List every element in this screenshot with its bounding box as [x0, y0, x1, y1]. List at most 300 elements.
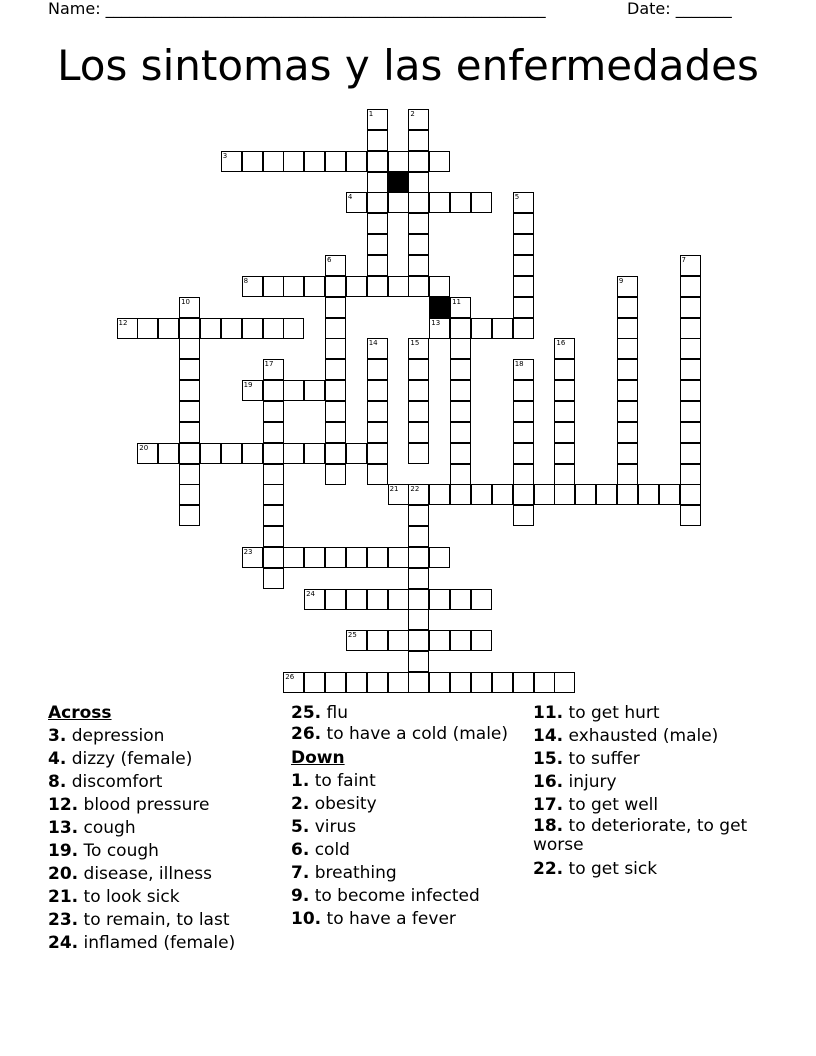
grid-cell[interactable]: [554, 380, 575, 401]
clue-text: depression: [66, 726, 165, 746]
clue-item: [48, 725, 283, 748]
grid-cell[interactable]: [304, 151, 325, 172]
grid-cell[interactable]: [263, 443, 284, 464]
grid-cell[interactable]: [408, 422, 429, 443]
grid-cell[interactable]: [617, 401, 638, 422]
grid-cell[interactable]: [304, 380, 325, 401]
clue-number: 9.: [291, 886, 310, 906]
grid-cell[interactable]: [429, 589, 450, 610]
grid-cell[interactable]: [408, 151, 429, 172]
grid-cell[interactable]: [408, 130, 429, 151]
date-field[interactable]: Date: _______: [627, 0, 732, 18]
grid-cell[interactable]: [179, 443, 200, 464]
grid-cell[interactable]: [408, 505, 429, 526]
grid-cell[interactable]: [429, 630, 450, 651]
grid-cell[interactable]: [471, 192, 492, 213]
cell-number: 26: [285, 673, 295, 681]
grid-cell[interactable]: [450, 401, 471, 422]
clue-number: 24.: [48, 933, 79, 953]
grid-cell[interactable]: [263, 422, 284, 443]
grid-cell[interactable]: [179, 484, 200, 505]
grid-cell[interactable]: [346, 443, 367, 464]
grid-cell[interactable]: [408, 401, 429, 422]
grid-cell[interactable]: [242, 443, 263, 464]
grid-cell[interactable]: [680, 255, 701, 276]
clue-number: 14.: [533, 726, 564, 746]
grid-cell[interactable]: [554, 443, 575, 464]
grid-cell[interactable]: [680, 505, 701, 526]
grid-cell[interactable]: [617, 297, 638, 318]
grid-cell[interactable]: [408, 380, 429, 401]
clue-text: to get sick: [563, 859, 658, 879]
clue-text: to look sick: [78, 887, 180, 907]
grid-cell[interactable]: [450, 338, 471, 359]
grid-cell[interactable]: [408, 630, 429, 651]
grid-cell[interactable]: [283, 380, 304, 401]
grid-cell[interactable]: [346, 547, 367, 568]
grid-cell[interactable]: [346, 630, 367, 651]
name-field[interactable]: Name: _______________________________________________________: [48, 0, 546, 18]
cell-number: 8: [243, 276, 249, 285]
clue-number: 3.: [48, 726, 67, 746]
clue-item: [48, 771, 283, 794]
grid-cell[interactable]: [429, 547, 450, 568]
clue-number: 21.: [48, 887, 79, 907]
clues-column-1: [48, 702, 283, 955]
grid-cell[interactable]: [367, 172, 388, 193]
grid-cell[interactable]: [263, 380, 284, 401]
grid-cell[interactable]: [513, 422, 534, 443]
grid-cell[interactable]: [680, 422, 701, 443]
grid-cell[interactable]: [513, 443, 534, 464]
grid-cell[interactable]: [283, 443, 304, 464]
grid-cell[interactable]: [554, 338, 575, 359]
grid-cell[interactable]: [429, 276, 450, 297]
grid-cell[interactable]: [367, 359, 388, 380]
grid-cell[interactable]: [388, 151, 409, 172]
grid-cell[interactable]: [137, 318, 158, 339]
grid-cell[interactable]: [408, 651, 429, 672]
grid-cell[interactable]: [179, 359, 200, 380]
grid-cell[interactable]: [263, 401, 284, 422]
cell-number: 19: [243, 381, 253, 390]
grid-cell[interactable]: [283, 547, 304, 568]
grid-cell[interactable]: [617, 338, 638, 359]
grid-cell[interactable]: [680, 401, 701, 422]
grid-cell[interactable]: [408, 609, 429, 630]
clue-number: 1.: [291, 771, 310, 791]
cell-number: 3: [222, 151, 228, 160]
grid-cell[interactable]: [408, 589, 429, 610]
grid-cell[interactable]: [450, 443, 471, 464]
grid-cell[interactable]: [221, 318, 242, 339]
grid-cell[interactable]: [221, 443, 242, 464]
grid-cell[interactable]: [263, 505, 284, 526]
clue-number: 8.: [48, 772, 67, 792]
grid-cell[interactable]: [179, 297, 200, 318]
grid-cell[interactable]: [367, 338, 388, 359]
grid-cell[interactable]: [450, 484, 471, 505]
grid-cell[interactable]: [408, 484, 429, 505]
grid-cell[interactable]: [263, 151, 284, 172]
grid-cell[interactable]: [304, 443, 325, 464]
grid-cell[interactable]: [680, 484, 701, 505]
grid-cell[interactable]: [367, 464, 388, 485]
grid-cell[interactable]: [617, 359, 638, 380]
grid-cell[interactable]: [221, 151, 242, 172]
grid-cell[interactable]: [158, 318, 179, 339]
grid-cell[interactable]: [179, 380, 200, 401]
grid-cell[interactable]: [263, 464, 284, 485]
grid-cell[interactable]: [263, 547, 284, 568]
clue-item: [533, 858, 773, 881]
grid-cell[interactable]: [367, 213, 388, 234]
grid-cell[interactable]: [408, 276, 429, 297]
grid-cell[interactable]: [513, 484, 534, 505]
grid-cell[interactable]: [325, 589, 346, 610]
grid-cell[interactable]: [325, 443, 346, 464]
grid-cell[interactable]: [659, 484, 680, 505]
grid-cell[interactable]: [450, 672, 471, 693]
cell-number: 1: [368, 110, 374, 118]
grid-cell[interactable]: [242, 276, 263, 297]
grid-cell[interactable]: [513, 297, 534, 318]
grid-cell[interactable]: [471, 589, 492, 610]
clue-text: exhausted (male): [563, 726, 719, 746]
grid-cell[interactable]: [367, 234, 388, 255]
grid-cell[interactable]: [513, 318, 534, 339]
grid-cell[interactable]: [575, 484, 596, 505]
grid-cell[interactable]: [513, 276, 534, 297]
clue-item: [291, 770, 526, 793]
clue-item: [48, 863, 283, 886]
cell-number: 6: [327, 256, 332, 264]
grid-cell[interactable]: [680, 338, 701, 359]
grid-cell[interactable]: [388, 276, 409, 297]
grid-cell[interactable]: [304, 547, 325, 568]
grid-cell[interactable]: [263, 359, 284, 380]
clue-text: disease, illness: [78, 864, 213, 884]
grid-cell[interactable]: [283, 276, 304, 297]
grid-cell[interactable]: [408, 213, 429, 234]
grid-cell[interactable]: [534, 672, 555, 693]
grid-cell[interactable]: [367, 422, 388, 443]
grid-cell[interactable]: [388, 589, 409, 610]
grid-cell[interactable]: [179, 464, 200, 485]
clue-text: to become infected: [309, 886, 480, 906]
grid-cell[interactable]: [263, 276, 284, 297]
grid-cell[interactable]: [179, 338, 200, 359]
grid-cell[interactable]: [471, 630, 492, 651]
clue-item: [48, 886, 283, 909]
grid-cell[interactable]: [408, 547, 429, 568]
grid-cell[interactable]: [408, 338, 429, 359]
grid-cell[interactable]: [408, 672, 429, 693]
grid-cell[interactable]: [408, 568, 429, 589]
clue-number: 10.: [291, 909, 322, 929]
clues-column-3: [533, 702, 773, 881]
grid-cell[interactable]: [680, 359, 701, 380]
grid-cell[interactable]: [492, 484, 513, 505]
grid-cell[interactable]: [471, 484, 492, 505]
grid-cell[interactable]: [367, 547, 388, 568]
grid-cell[interactable]: [367, 630, 388, 651]
grid-cell[interactable]: [450, 630, 471, 651]
clue-item: [533, 794, 773, 817]
grid-cell[interactable]: [638, 484, 659, 505]
grid-cell[interactable]: [263, 484, 284, 505]
clue-item: [48, 748, 283, 771]
grid-cell[interactable]: [304, 276, 325, 297]
grid-cell[interactable]: [346, 672, 367, 693]
clue-text: virus: [309, 817, 357, 837]
grid-cell[interactable]: [367, 130, 388, 151]
cell-number: 24: [306, 589, 316, 598]
clue-number: 6.: [291, 840, 310, 860]
cell-number: 7: [681, 256, 686, 264]
grid-cell[interactable]: [408, 109, 429, 130]
clue-number: 5.: [291, 817, 310, 837]
grid-cell[interactable]: [408, 192, 429, 213]
grid-cell[interactable]: [325, 255, 346, 276]
grid-cell[interactable]: [617, 276, 638, 297]
grid-cell[interactable]: [200, 318, 221, 339]
grid-cell[interactable]: [554, 401, 575, 422]
clue-item: [533, 725, 773, 748]
grid-cell[interactable]: [450, 359, 471, 380]
grid-cell[interactable]: [596, 484, 617, 505]
clue-text: injury: [563, 772, 617, 792]
clue-number: 20.: [48, 864, 79, 884]
clue-number: 2.: [291, 794, 310, 814]
grid-cell[interactable]: [429, 192, 450, 213]
grid-cell[interactable]: [388, 192, 409, 213]
grid-cell[interactable]: [554, 464, 575, 485]
grid-cell[interactable]: [680, 318, 701, 339]
clue-text: to get well: [563, 795, 659, 815]
clue-text: to have a cold (male): [321, 724, 509, 744]
grid-cell[interactable]: [367, 672, 388, 693]
clue-item: [291, 862, 526, 885]
cell-number: 12: [118, 318, 128, 327]
grid-cell[interactable]: [554, 484, 575, 505]
grid-cell[interactable]: [617, 443, 638, 464]
clue-text: to have a fever: [321, 909, 456, 929]
grid-cell[interactable]: [137, 443, 158, 464]
across-heading: Across: [48, 703, 112, 723]
clue-text: blood pressure: [78, 795, 210, 815]
grid-cell[interactable]: [325, 297, 346, 318]
grid-cell[interactable]: [117, 318, 138, 339]
grid-cell[interactable]: [179, 505, 200, 526]
grid-cell[interactable]: [200, 443, 221, 464]
clue-text: inflamed (female): [78, 933, 236, 953]
cell-number: 16: [556, 339, 566, 348]
grid-cell[interactable]: [429, 151, 450, 172]
grid-cell[interactable]: [680, 380, 701, 401]
clue-item: [291, 908, 526, 931]
grid-cell[interactable]: [325, 464, 346, 485]
grid-cell[interactable]: [450, 297, 471, 318]
clue-text: to get hurt: [563, 703, 660, 723]
grid-cell[interactable]: [367, 151, 388, 172]
grid-cell[interactable]: [450, 464, 471, 485]
clue-number: 12.: [48, 795, 79, 815]
grid-cell[interactable]: [367, 589, 388, 610]
black-cell: [429, 297, 450, 318]
grid-cell[interactable]: [367, 443, 388, 464]
grid-cell[interactable]: [408, 172, 429, 193]
grid-cell[interactable]: [617, 422, 638, 443]
grid-cell[interactable]: [325, 276, 346, 297]
grid-cell[interactable]: [263, 526, 284, 547]
grid-cell[interactable]: [680, 443, 701, 464]
grid-cell[interactable]: [513, 213, 534, 234]
grid-cell[interactable]: [680, 297, 701, 318]
grid-cell[interactable]: [680, 276, 701, 297]
clue-item: [291, 725, 526, 744]
cell-number: 15: [410, 339, 420, 348]
grid-cell[interactable]: [367, 401, 388, 422]
grid-cell[interactable]: [617, 380, 638, 401]
grid-cell[interactable]: [179, 401, 200, 422]
grid-cell[interactable]: [554, 422, 575, 443]
grid-cell[interactable]: [617, 464, 638, 485]
grid-cell[interactable]: [534, 484, 555, 505]
grid-cell[interactable]: [408, 526, 429, 547]
grid-cell[interactable]: [513, 672, 534, 693]
clue-number: 11.: [533, 703, 564, 723]
grid-cell[interactable]: [346, 151, 367, 172]
clue-number: 13.: [48, 818, 79, 838]
grid-cell[interactable]: [450, 589, 471, 610]
grid-cell[interactable]: [450, 192, 471, 213]
grid-cell[interactable]: [263, 318, 284, 339]
clue-text: obesity: [309, 794, 377, 814]
grid-cell[interactable]: [304, 672, 325, 693]
grid-cell[interactable]: [513, 234, 534, 255]
grid-cell[interactable]: [388, 547, 409, 568]
grid-cell[interactable]: [450, 318, 471, 339]
grid-cell[interactable]: [471, 672, 492, 693]
grid-cell[interactable]: [513, 359, 534, 380]
cell-number: 2: [410, 110, 415, 118]
clue-item: [291, 885, 526, 908]
clue-item: [533, 771, 773, 794]
grid-cell[interactable]: [263, 568, 284, 589]
clue-item: [291, 839, 526, 862]
grid-cell[interactable]: [179, 422, 200, 443]
grid-cell[interactable]: [513, 380, 534, 401]
grid-cell[interactable]: [617, 318, 638, 339]
grid-cell[interactable]: [367, 192, 388, 213]
grid-cell[interactable]: [429, 672, 450, 693]
clue-number: 15.: [533, 749, 564, 769]
grid-cell[interactable]: [492, 672, 513, 693]
cell-number: 13: [431, 318, 441, 327]
grid-cell[interactable]: [346, 589, 367, 610]
clue-text: breathing: [309, 863, 397, 883]
grid-cell[interactable]: [388, 672, 409, 693]
grid-cell[interactable]: [450, 422, 471, 443]
grid-cell[interactable]: [513, 192, 534, 213]
grid-cell[interactable]: [408, 255, 429, 276]
grid-cell[interactable]: [304, 589, 325, 610]
grid-cell[interactable]: [283, 672, 304, 693]
grid-cell[interactable]: [367, 380, 388, 401]
grid-cell[interactable]: [325, 338, 346, 359]
grid-cell[interactable]: [367, 109, 388, 130]
grid-cell[interactable]: [242, 380, 263, 401]
grid-cell[interactable]: [408, 234, 429, 255]
grid-cell[interactable]: [408, 443, 429, 464]
grid-cell[interactable]: [429, 318, 450, 339]
grid-cell[interactable]: [680, 464, 701, 485]
grid-cell[interactable]: [513, 401, 534, 422]
grid-cell[interactable]: [408, 359, 429, 380]
clue-number: 19.: [48, 841, 79, 861]
grid-cell[interactable]: [325, 380, 346, 401]
grid-cell[interactable]: [388, 630, 409, 651]
grid-cell[interactable]: [367, 276, 388, 297]
clue-number: 25.: [291, 703, 322, 723]
grid-cell[interactable]: [242, 318, 263, 339]
grid-cell[interactable]: [283, 318, 304, 339]
grid-cell[interactable]: [617, 484, 638, 505]
clue-number: 18.: [533, 816, 564, 836]
grid-cell[interactable]: [325, 318, 346, 339]
clue-item: [48, 794, 283, 817]
grid-cell[interactable]: [388, 484, 409, 505]
grid-cell[interactable]: [325, 401, 346, 422]
clue-number: 22.: [533, 859, 564, 879]
grid-cell[interactable]: [325, 359, 346, 380]
grid-cell[interactable]: [513, 464, 534, 485]
cell-number: 25: [347, 631, 357, 640]
grid-cell[interactable]: [325, 672, 346, 693]
grid-cell[interactable]: [242, 547, 263, 568]
grid-cell[interactable]: [554, 672, 575, 693]
cell-number: 21: [389, 485, 399, 494]
grid-cell[interactable]: [492, 318, 513, 339]
grid-cell[interactable]: [554, 359, 575, 380]
grid-cell[interactable]: [346, 192, 367, 213]
grid-cell[interactable]: [471, 318, 492, 339]
grid-cell[interactable]: [429, 484, 450, 505]
grid-cell[interactable]: [242, 151, 263, 172]
grid-cell[interactable]: [325, 151, 346, 172]
clue-number: 7.: [291, 863, 310, 883]
grid-cell[interactable]: [513, 505, 534, 526]
grid-cell[interactable]: [158, 443, 179, 464]
grid-cell[interactable]: [450, 380, 471, 401]
clue-number: 23.: [48, 910, 79, 930]
page-title: Los sintomas y las enfermedades: [57, 41, 759, 90]
clue-text: dizzy (female): [66, 749, 193, 769]
grid-cell[interactable]: [346, 276, 367, 297]
grid-cell[interactable]: [513, 255, 534, 276]
grid-cell[interactable]: [367, 255, 388, 276]
grid-cell[interactable]: [325, 547, 346, 568]
grid-cell[interactable]: [283, 151, 304, 172]
clues-column-2: [291, 702, 526, 931]
clue-text: cough: [78, 818, 136, 838]
cell-number: 10: [181, 297, 191, 306]
grid-cell[interactable]: [325, 422, 346, 443]
clue-text: flu: [321, 703, 349, 723]
clue-item: [533, 748, 773, 771]
grid-cell[interactable]: [179, 318, 200, 339]
